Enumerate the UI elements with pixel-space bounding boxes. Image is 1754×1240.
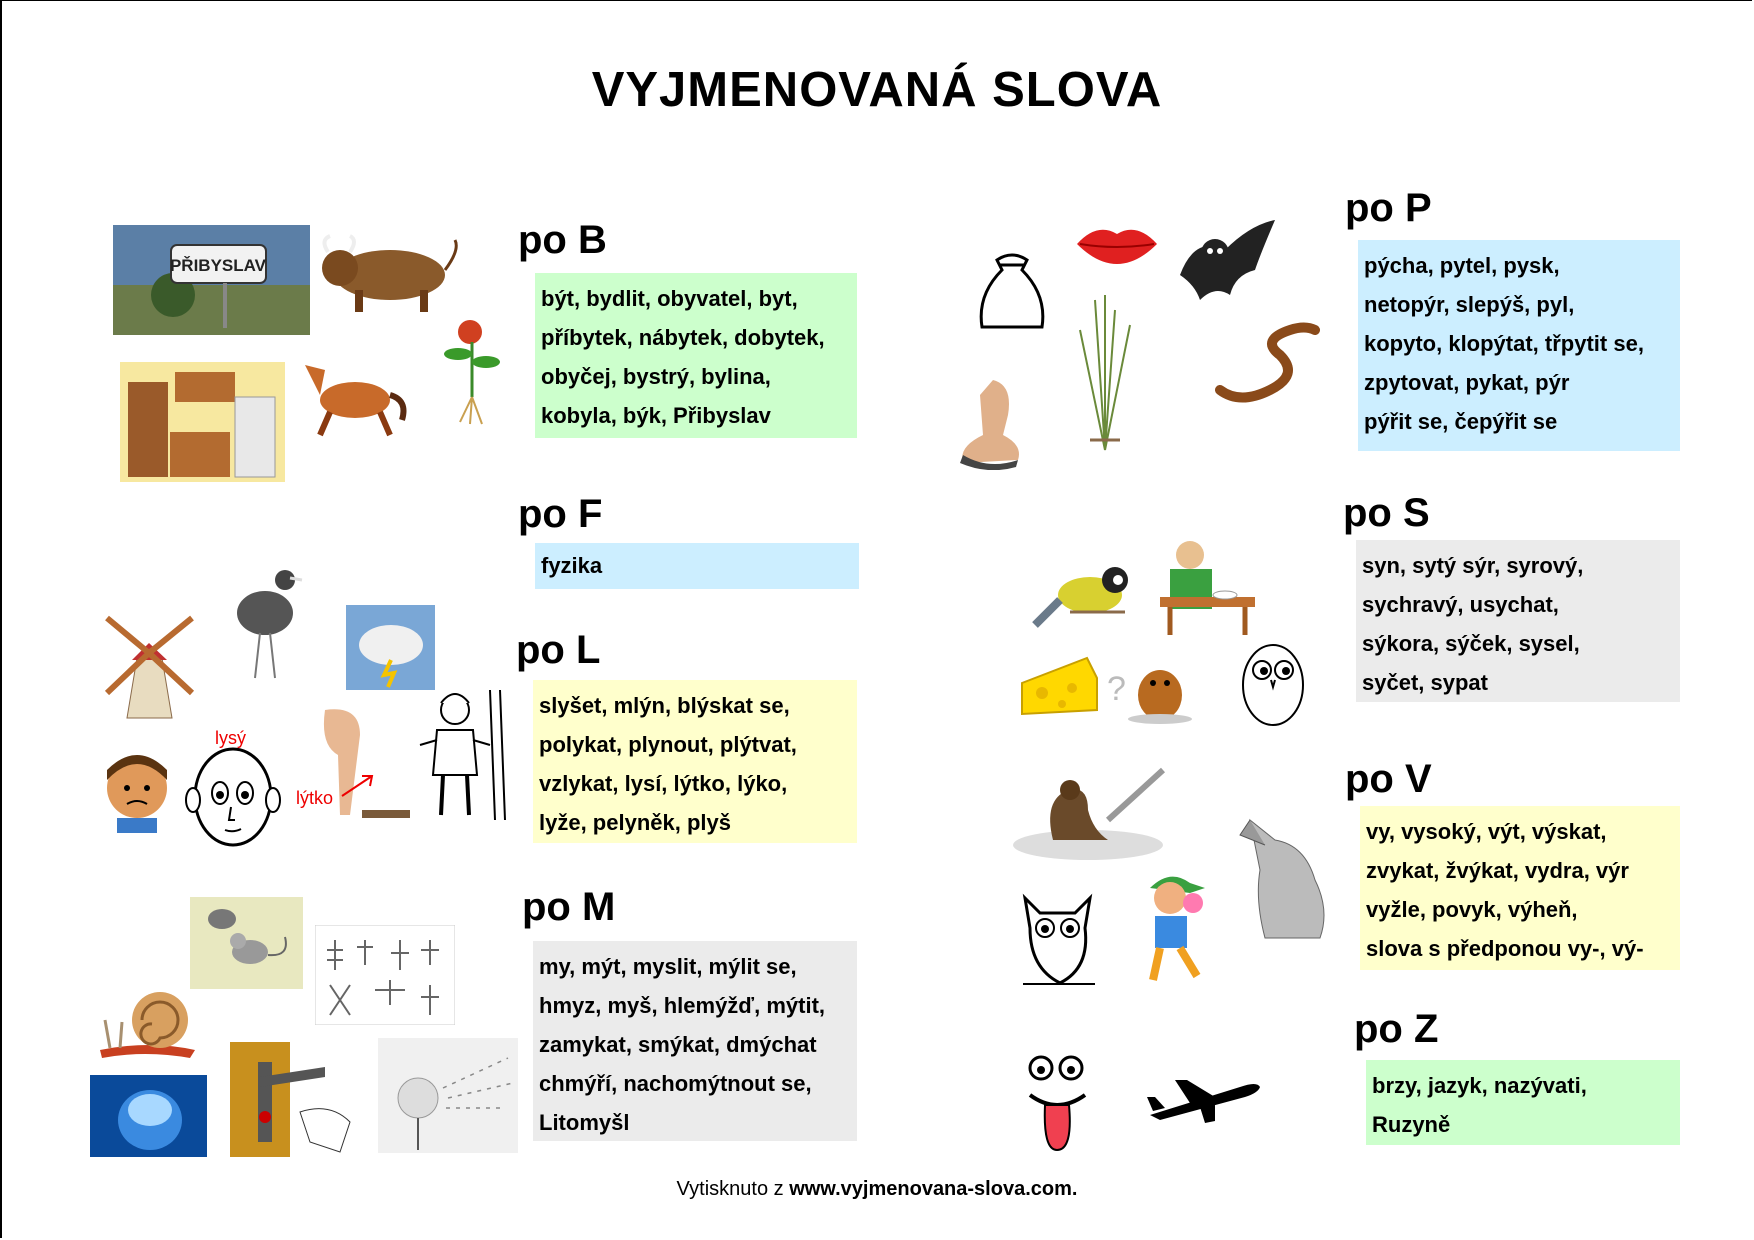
little-owl-icon	[1238, 635, 1308, 730]
word-line: kobyla, býk, Přibyslav	[541, 403, 771, 428]
word-line: chmýří, nachomýtnout se,	[539, 1071, 812, 1096]
word-line: slova s předponou vy-, vý-	[1366, 936, 1644, 961]
word-line: zpytovat, pykat, pýr	[1364, 370, 1570, 395]
plant-icon	[440, 312, 505, 427]
bat-icon	[1175, 215, 1280, 320]
word-line: slyšet, mlýn, blýskat se,	[539, 693, 790, 718]
skier-icon	[415, 685, 510, 825]
eagle-owl-icon	[1015, 888, 1100, 988]
heading-po-l: po L	[516, 628, 601, 672]
word-line: kopyto, klopýtat, třpytit se,	[1364, 331, 1644, 356]
word-line: fyzika	[541, 553, 603, 578]
words-box-p	[1358, 240, 1680, 451]
word-line: brzy, jazyk, nazývati,	[1372, 1073, 1587, 1098]
word-line: sychravý, usychat,	[1362, 592, 1559, 617]
words-box-m	[533, 941, 857, 1141]
slow-worm-icon	[1210, 310, 1320, 410]
label-lytko: lýtko	[296, 788, 334, 808]
footer-note	[0, 1178, 1754, 1201]
word-line: pýcha, pytel, pysk,	[1364, 253, 1560, 278]
reed-grass-icon	[1065, 290, 1145, 455]
word-line: Ruzyně	[1372, 1112, 1451, 1137]
heading-po-m: po M	[522, 885, 616, 929]
svg-text:?: ?	[1107, 670, 1126, 708]
word-line: obyčej, bystrý, bylina,	[541, 364, 771, 389]
heading-po-s: po S	[1343, 491, 1430, 535]
word-line: syn, sytý sýr, syrový,	[1362, 553, 1584, 578]
word-line: zamykat, smýkat, dmýchat	[539, 1032, 817, 1057]
word-line: hmyz, myš, hlemýžď, mýtit,	[539, 993, 826, 1018]
word-line: vy, vysoký, výt, výskat,	[1366, 819, 1607, 844]
word-line: sýkora, sýček, sysel,	[1362, 631, 1580, 656]
otter-icon	[1008, 760, 1168, 865]
words-box-b	[535, 273, 857, 438]
sack-icon	[972, 245, 1052, 333]
bull-icon	[310, 230, 465, 315]
boy-chewing-gum-icon	[1135, 868, 1220, 988]
brain-head-icon	[90, 1075, 207, 1157]
heading-po-p: po P	[1345, 186, 1432, 230]
word-line: Litomyšl	[539, 1110, 630, 1135]
page-title: VYJMENOVANÁ SLOVA	[591, 63, 1163, 117]
word-line: lyže, pelyněk, plyš	[539, 810, 731, 835]
insects-icon	[315, 925, 455, 1025]
cheese-icon	[1017, 648, 1102, 718]
words-box-v	[1360, 806, 1680, 970]
word-line: vzlykat, lysí, lýtko, lýko,	[539, 771, 788, 796]
door-handle-icon	[230, 1042, 352, 1157]
label-lysy: lysý	[215, 728, 246, 748]
howling-wolf-icon	[1235, 810, 1335, 940]
town-sign-photo	[113, 225, 310, 335]
storm-cloud-icon	[346, 605, 435, 690]
words-box-s	[1356, 540, 1680, 702]
crying-boy-icon	[103, 748, 171, 833]
bald-head-icon	[185, 745, 281, 850]
word-line: syčet, sypat	[1362, 670, 1488, 695]
heading-po-f: po F	[518, 492, 603, 536]
heading-po-z: po Z	[1354, 1007, 1439, 1051]
word-line: zvykat, žvýkat, vydra, výr	[1366, 858, 1629, 883]
heading-po-b: po B	[518, 218, 607, 262]
word-line: polykat, plynout, plýtvat,	[539, 732, 797, 757]
great-tit-icon	[1030, 550, 1140, 640]
words-box-f	[535, 543, 859, 589]
sign-text: PŘIBYSLAV	[169, 256, 267, 275]
red-arrow-icon	[340, 770, 380, 800]
footer-site-link[interactable]: www.vyjmenovana-slova.com.	[789, 1178, 1078, 1200]
horse-icon	[290, 350, 410, 445]
word-line: příbytek, nábytek, dobytek,	[541, 325, 825, 350]
word-line: vyžle, povyk, výheň,	[1366, 897, 1578, 922]
word-line: být, bydlit, obyvatel, byt,	[541, 286, 798, 311]
heading-po-v: po V	[1345, 757, 1432, 801]
words-box-z	[1366, 1060, 1680, 1145]
word-line: netopýr, slepýš, pyl,	[1364, 292, 1575, 317]
kitchen-furniture-icon	[120, 362, 285, 482]
man-at-table-icon	[1150, 535, 1260, 640]
airplane-icon	[1145, 1075, 1265, 1125]
word-line: pýřit se, čepýřit se	[1364, 409, 1558, 434]
coot-bird-icon	[220, 558, 310, 688]
snail-icon	[90, 980, 200, 1065]
windmill-icon	[97, 608, 202, 723]
footer-prefix: Vytisknuto z	[676, 1178, 790, 1200]
hoof-icon	[938, 375, 1028, 470]
word-line: my, mýt, myslit, mýlit se,	[539, 954, 797, 979]
words-box-l	[533, 680, 857, 843]
dandelion-icon	[378, 1038, 518, 1153]
mouse-icon	[190, 897, 303, 989]
lips-icon	[1072, 222, 1162, 267]
tongue-face-icon	[1025, 1050, 1090, 1155]
gopher-icon	[1105, 655, 1195, 725]
